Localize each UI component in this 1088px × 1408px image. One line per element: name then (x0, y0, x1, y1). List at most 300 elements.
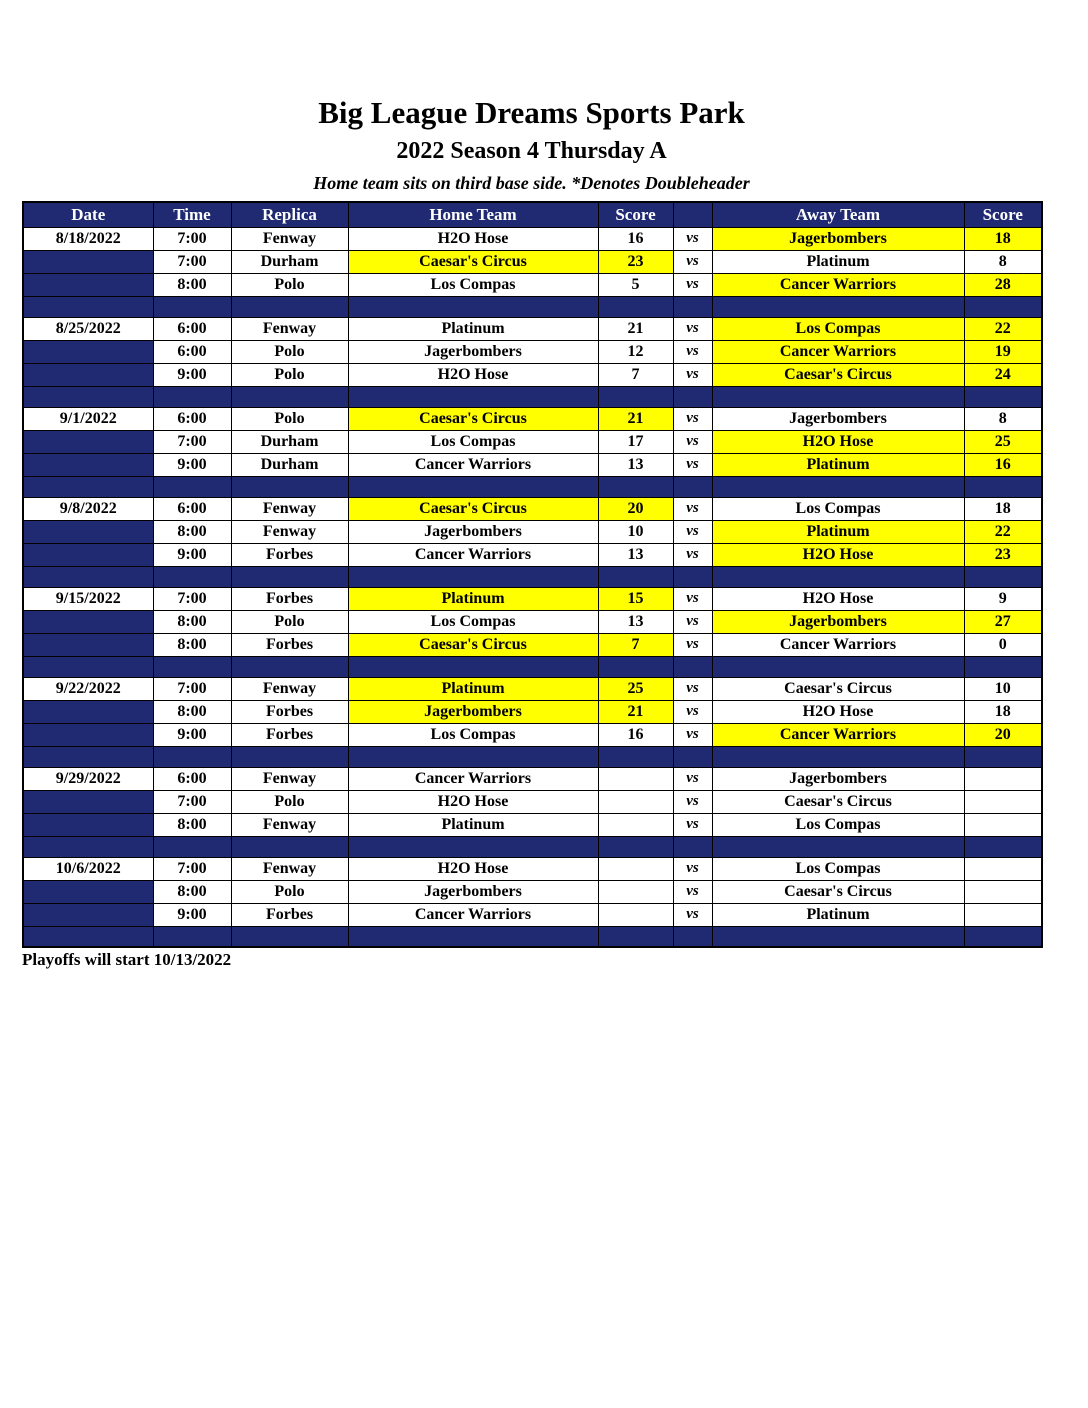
header-home-team: Home Team (348, 202, 598, 227)
away-team-cell: H2O Hose (712, 700, 964, 723)
away-team-cell: Jagerbombers (712, 767, 964, 790)
separator-cell (964, 656, 1042, 677)
vs-cell: vs (673, 250, 712, 273)
home-team-cell: Cancer Warriors (348, 767, 598, 790)
header-date: Date (23, 202, 153, 227)
away-score-cell: 28 (964, 273, 1042, 296)
date-cell (23, 880, 153, 903)
time-cell: 8:00 (153, 633, 231, 656)
time-cell: 6:00 (153, 497, 231, 520)
separator-cell (231, 926, 348, 947)
away-team-cell: Caesar's Circus (712, 880, 964, 903)
home-score-cell (598, 790, 673, 813)
game-row (23, 700, 1042, 723)
away-team-cell: Platinum (712, 250, 964, 273)
away-score-cell (964, 903, 1042, 926)
home-score-cell: 21 (598, 317, 673, 340)
home-score-cell: 17 (598, 430, 673, 453)
game-row (23, 633, 1042, 656)
home-team-cell: H2O Hose (348, 227, 598, 250)
game-row (23, 520, 1042, 543)
header-replica: Replica (231, 202, 348, 227)
away-score-cell (964, 790, 1042, 813)
separator-row (23, 566, 1042, 587)
separator-cell (598, 386, 673, 407)
replica-cell: Polo (231, 880, 348, 903)
away-team-cell: Jagerbombers (712, 610, 964, 633)
game-row (23, 813, 1042, 836)
separator-cell (964, 476, 1042, 497)
date-cell: 8/18/2022 (23, 227, 153, 250)
replica-cell: Forbes (231, 543, 348, 566)
date-cell (23, 813, 153, 836)
date-cell: 10/6/2022 (23, 857, 153, 880)
time-cell: 9:00 (153, 363, 231, 386)
vs-cell: vs (673, 633, 712, 656)
separator-cell (231, 476, 348, 497)
game-row (23, 250, 1042, 273)
separator-cell (673, 296, 712, 317)
vs-cell: vs (673, 813, 712, 836)
time-cell: 9:00 (153, 543, 231, 566)
replica-cell: Fenway (231, 813, 348, 836)
time-cell: 8:00 (153, 700, 231, 723)
date-cell (23, 633, 153, 656)
time-cell: 6:00 (153, 317, 231, 340)
home-team-cell: Cancer Warriors (348, 903, 598, 926)
game-row (23, 587, 1042, 610)
time-cell: 9:00 (153, 453, 231, 476)
date-cell: 8/25/2022 (23, 317, 153, 340)
time-cell: 8:00 (153, 273, 231, 296)
separator-cell (673, 656, 712, 677)
vs-cell: vs (673, 767, 712, 790)
separator-row (23, 656, 1042, 677)
separator-cell (153, 746, 231, 767)
home-score-cell (598, 813, 673, 836)
time-cell: 6:00 (153, 407, 231, 430)
separator-cell (598, 836, 673, 857)
home-score-cell (598, 880, 673, 903)
home-team-cell: Cancer Warriors (348, 453, 598, 476)
time-cell: 7:00 (153, 587, 231, 610)
home-team-cell: Los Compas (348, 723, 598, 746)
separator-cell (23, 656, 153, 677)
home-score-cell: 13 (598, 610, 673, 633)
away-score-cell: 20 (964, 723, 1042, 746)
vs-cell: vs (673, 903, 712, 926)
vs-cell: vs (673, 880, 712, 903)
replica-cell: Forbes (231, 903, 348, 926)
separator-cell (348, 926, 598, 947)
separator-cell (348, 656, 598, 677)
away-score-cell: 18 (964, 227, 1042, 250)
separator-cell (153, 566, 231, 587)
separator-cell (348, 386, 598, 407)
home-team-cell: Jagerbombers (348, 340, 598, 363)
away-team-cell: Jagerbombers (712, 407, 964, 430)
date-cell: 9/22/2022 (23, 677, 153, 700)
separator-cell (23, 836, 153, 857)
separator-cell (153, 386, 231, 407)
separator-cell (673, 386, 712, 407)
away-team-cell: Cancer Warriors (712, 340, 964, 363)
away-team-cell: Caesar's Circus (712, 677, 964, 700)
home-score-cell: 21 (598, 407, 673, 430)
home-team-cell: Los Compas (348, 430, 598, 453)
replica-cell: Fenway (231, 677, 348, 700)
home-score-cell: 7 (598, 363, 673, 386)
vs-cell: vs (673, 857, 712, 880)
date-cell (23, 273, 153, 296)
separator-cell (598, 926, 673, 947)
separator-cell (231, 386, 348, 407)
away-team-cell: H2O Hose (712, 543, 964, 566)
date-cell (23, 363, 153, 386)
replica-cell: Fenway (231, 767, 348, 790)
page-subtitle: 2022 Season 4 Thursday A (396, 138, 667, 165)
home-score-cell: 21 (598, 700, 673, 723)
vs-cell: vs (673, 790, 712, 813)
home-team-note: Home team sits on third base side. *Denotes Doubleheader (313, 173, 750, 194)
header-away-score: Score (964, 202, 1042, 227)
header-vs-spacer (673, 202, 712, 227)
separator-cell (231, 746, 348, 767)
separator-cell (598, 656, 673, 677)
separator-cell (598, 476, 673, 497)
away-team-cell: H2O Hose (712, 430, 964, 453)
separator-cell (23, 566, 153, 587)
date-cell: 9/15/2022 (23, 587, 153, 610)
date-cell (23, 430, 153, 453)
separator-cell (598, 296, 673, 317)
time-cell: 7:00 (153, 677, 231, 700)
vs-cell: vs (673, 587, 712, 610)
game-row (23, 453, 1042, 476)
playoffs-footer: Playoffs will start 10/13/2022 (22, 950, 232, 970)
time-cell: 7:00 (153, 250, 231, 273)
separator-cell (964, 296, 1042, 317)
game-row (23, 497, 1042, 520)
away-team-cell: Jagerbombers (712, 227, 964, 250)
game-row (23, 723, 1042, 746)
vs-cell: vs (673, 340, 712, 363)
home-team-cell: Los Compas (348, 610, 598, 633)
home-team-cell: H2O Hose (348, 857, 598, 880)
separator-cell (712, 296, 964, 317)
home-score-cell: 23 (598, 250, 673, 273)
separator-row (23, 746, 1042, 767)
home-score-cell: 15 (598, 587, 673, 610)
vs-cell: vs (673, 497, 712, 520)
replica-cell: Polo (231, 273, 348, 296)
date-cell (23, 453, 153, 476)
vs-cell: vs (673, 453, 712, 476)
home-score-cell: 25 (598, 677, 673, 700)
game-row (23, 363, 1042, 386)
time-cell: 9:00 (153, 723, 231, 746)
home-team-cell: Caesar's Circus (348, 633, 598, 656)
separator-row (23, 296, 1042, 317)
home-score-cell (598, 767, 673, 790)
game-row (23, 543, 1042, 566)
schedule-body (23, 227, 1042, 947)
away-score-cell: 27 (964, 610, 1042, 633)
game-row (23, 857, 1042, 880)
date-cell: 9/29/2022 (23, 767, 153, 790)
date-cell (23, 340, 153, 363)
separator-cell (964, 386, 1042, 407)
separator-cell (598, 746, 673, 767)
separator-cell (598, 566, 673, 587)
time-cell: 8:00 (153, 520, 231, 543)
separator-cell (673, 476, 712, 497)
replica-cell: Fenway (231, 857, 348, 880)
vs-cell: vs (673, 227, 712, 250)
separator-row (23, 836, 1042, 857)
date-cell (23, 543, 153, 566)
separator-row (23, 476, 1042, 497)
date-cell (23, 700, 153, 723)
replica-cell: Polo (231, 363, 348, 386)
separator-row (23, 926, 1042, 947)
game-row (23, 767, 1042, 790)
time-cell: 6:00 (153, 340, 231, 363)
separator-cell (23, 386, 153, 407)
home-score-cell: 13 (598, 453, 673, 476)
separator-cell (712, 566, 964, 587)
vs-cell: vs (673, 723, 712, 746)
away-team-cell: Los Compas (712, 857, 964, 880)
vs-cell: vs (673, 677, 712, 700)
time-cell: 9:00 (153, 903, 231, 926)
separator-cell (964, 566, 1042, 587)
away-score-cell: 24 (964, 363, 1042, 386)
game-row (23, 227, 1042, 250)
away-score-cell: 9 (964, 587, 1042, 610)
home-score-cell (598, 903, 673, 926)
away-score-cell: 18 (964, 700, 1042, 723)
game-row (23, 610, 1042, 633)
replica-cell: Forbes (231, 587, 348, 610)
replica-cell: Polo (231, 407, 348, 430)
separator-cell (153, 926, 231, 947)
separator-cell (348, 296, 598, 317)
away-score-cell: 23 (964, 543, 1042, 566)
vs-cell: vs (673, 363, 712, 386)
vs-cell: vs (673, 273, 712, 296)
date-cell (23, 250, 153, 273)
date-cell (23, 723, 153, 746)
separator-cell (23, 476, 153, 497)
away-score-cell: 18 (964, 497, 1042, 520)
separator-cell (153, 296, 231, 317)
vs-cell: vs (673, 317, 712, 340)
separator-cell (673, 746, 712, 767)
time-cell: 7:00 (153, 430, 231, 453)
separator-cell (673, 836, 712, 857)
separator-cell (348, 566, 598, 587)
away-score-cell: 19 (964, 340, 1042, 363)
away-score-cell: 22 (964, 520, 1042, 543)
home-team-cell: Jagerbombers (348, 520, 598, 543)
date-cell: 9/8/2022 (23, 497, 153, 520)
time-cell: 7:00 (153, 790, 231, 813)
replica-cell: Fenway (231, 227, 348, 250)
replica-cell: Polo (231, 610, 348, 633)
header-row (23, 202, 1042, 227)
home-score-cell: 5 (598, 273, 673, 296)
away-team-cell: H2O Hose (712, 587, 964, 610)
separator-cell (231, 836, 348, 857)
separator-row (23, 386, 1042, 407)
away-score-cell: 8 (964, 250, 1042, 273)
away-score-cell: 22 (964, 317, 1042, 340)
replica-cell: Fenway (231, 520, 348, 543)
away-score-cell: 25 (964, 430, 1042, 453)
home-score-cell: 10 (598, 520, 673, 543)
home-score-cell (598, 857, 673, 880)
home-score-cell: 12 (598, 340, 673, 363)
away-team-cell: Cancer Warriors (712, 633, 964, 656)
game-row (23, 273, 1042, 296)
time-cell: 7:00 (153, 857, 231, 880)
replica-cell: Forbes (231, 700, 348, 723)
date-cell: 9/1/2022 (23, 407, 153, 430)
replica-cell: Polo (231, 340, 348, 363)
separator-cell (231, 296, 348, 317)
header-away-team: Away Team (712, 202, 964, 227)
replica-cell: Fenway (231, 317, 348, 340)
page-title: Big League Dreams Sports Park (318, 95, 745, 130)
away-team-cell: Los Compas (712, 813, 964, 836)
away-score-cell (964, 857, 1042, 880)
separator-cell (712, 386, 964, 407)
date-cell (23, 610, 153, 633)
separator-cell (348, 476, 598, 497)
game-row (23, 340, 1042, 363)
away-score-cell (964, 880, 1042, 903)
separator-cell (23, 926, 153, 947)
away-score-cell (964, 813, 1042, 836)
home-team-cell: Caesar's Circus (348, 250, 598, 273)
game-row (23, 790, 1042, 813)
schedule-table (22, 201, 1043, 948)
header-block (22, 96, 1041, 194)
game-row (23, 880, 1042, 903)
separator-cell (231, 656, 348, 677)
separator-cell (153, 656, 231, 677)
away-team-cell: Platinum (712, 453, 964, 476)
home-team-cell: Jagerbombers (348, 880, 598, 903)
home-team-cell: Platinum (348, 317, 598, 340)
game-row (23, 677, 1042, 700)
home-team-cell: Cancer Warriors (348, 543, 598, 566)
separator-cell (964, 746, 1042, 767)
time-cell: 8:00 (153, 610, 231, 633)
home-score-cell: 20 (598, 497, 673, 520)
away-team-cell: Platinum (712, 903, 964, 926)
home-team-cell: Caesar's Circus (348, 407, 598, 430)
home-score-cell: 7 (598, 633, 673, 656)
separator-cell (23, 296, 153, 317)
home-team-cell: Platinum (348, 587, 598, 610)
header-home-score: Score (598, 202, 673, 227)
vs-cell: vs (673, 610, 712, 633)
replica-cell: Durham (231, 430, 348, 453)
home-team-cell: Caesar's Circus (348, 497, 598, 520)
separator-cell (348, 746, 598, 767)
separator-cell (673, 566, 712, 587)
separator-cell (153, 836, 231, 857)
away-team-cell: Los Compas (712, 497, 964, 520)
vs-cell: vs (673, 407, 712, 430)
away-team-cell: Caesar's Circus (712, 363, 964, 386)
home-score-cell: 16 (598, 723, 673, 746)
vs-cell: vs (673, 430, 712, 453)
time-cell: 8:00 (153, 880, 231, 903)
vs-cell: vs (673, 543, 712, 566)
away-score-cell: 16 (964, 453, 1042, 476)
away-team-cell: Caesar's Circus (712, 790, 964, 813)
home-score-cell: 13 (598, 543, 673, 566)
away-team-cell: Los Compas (712, 317, 964, 340)
separator-cell (348, 836, 598, 857)
game-row (23, 407, 1042, 430)
home-score-cell: 16 (598, 227, 673, 250)
separator-cell (712, 746, 964, 767)
separator-cell (964, 836, 1042, 857)
away-score-cell: 10 (964, 677, 1042, 700)
time-cell: 8:00 (153, 813, 231, 836)
time-cell: 6:00 (153, 767, 231, 790)
replica-cell: Fenway (231, 497, 348, 520)
separator-cell (712, 656, 964, 677)
date-cell (23, 520, 153, 543)
separator-cell (153, 476, 231, 497)
home-team-cell: H2O Hose (348, 363, 598, 386)
separator-cell (23, 746, 153, 767)
vs-cell: vs (673, 520, 712, 543)
home-team-cell: Platinum (348, 813, 598, 836)
away-team-cell: Cancer Warriors (712, 723, 964, 746)
header-time: Time (153, 202, 231, 227)
away-score-cell: 0 (964, 633, 1042, 656)
replica-cell: Forbes (231, 723, 348, 746)
home-team-cell: Los Compas (348, 273, 598, 296)
separator-cell (712, 476, 964, 497)
separator-cell (231, 566, 348, 587)
home-team-cell: Platinum (348, 677, 598, 700)
separator-cell (712, 926, 964, 947)
game-row (23, 903, 1042, 926)
replica-cell: Polo (231, 790, 348, 813)
home-team-cell: H2O Hose (348, 790, 598, 813)
date-cell (23, 790, 153, 813)
away-score-cell (964, 767, 1042, 790)
vs-cell: vs (673, 700, 712, 723)
home-team-cell: Jagerbombers (348, 700, 598, 723)
date-cell (23, 903, 153, 926)
replica-cell: Durham (231, 250, 348, 273)
away-score-cell: 8 (964, 407, 1042, 430)
separator-cell (673, 926, 712, 947)
time-cell: 7:00 (153, 227, 231, 250)
game-row (23, 430, 1042, 453)
game-row (23, 317, 1042, 340)
separator-cell (712, 836, 964, 857)
away-team-cell: Cancer Warriors (712, 273, 964, 296)
